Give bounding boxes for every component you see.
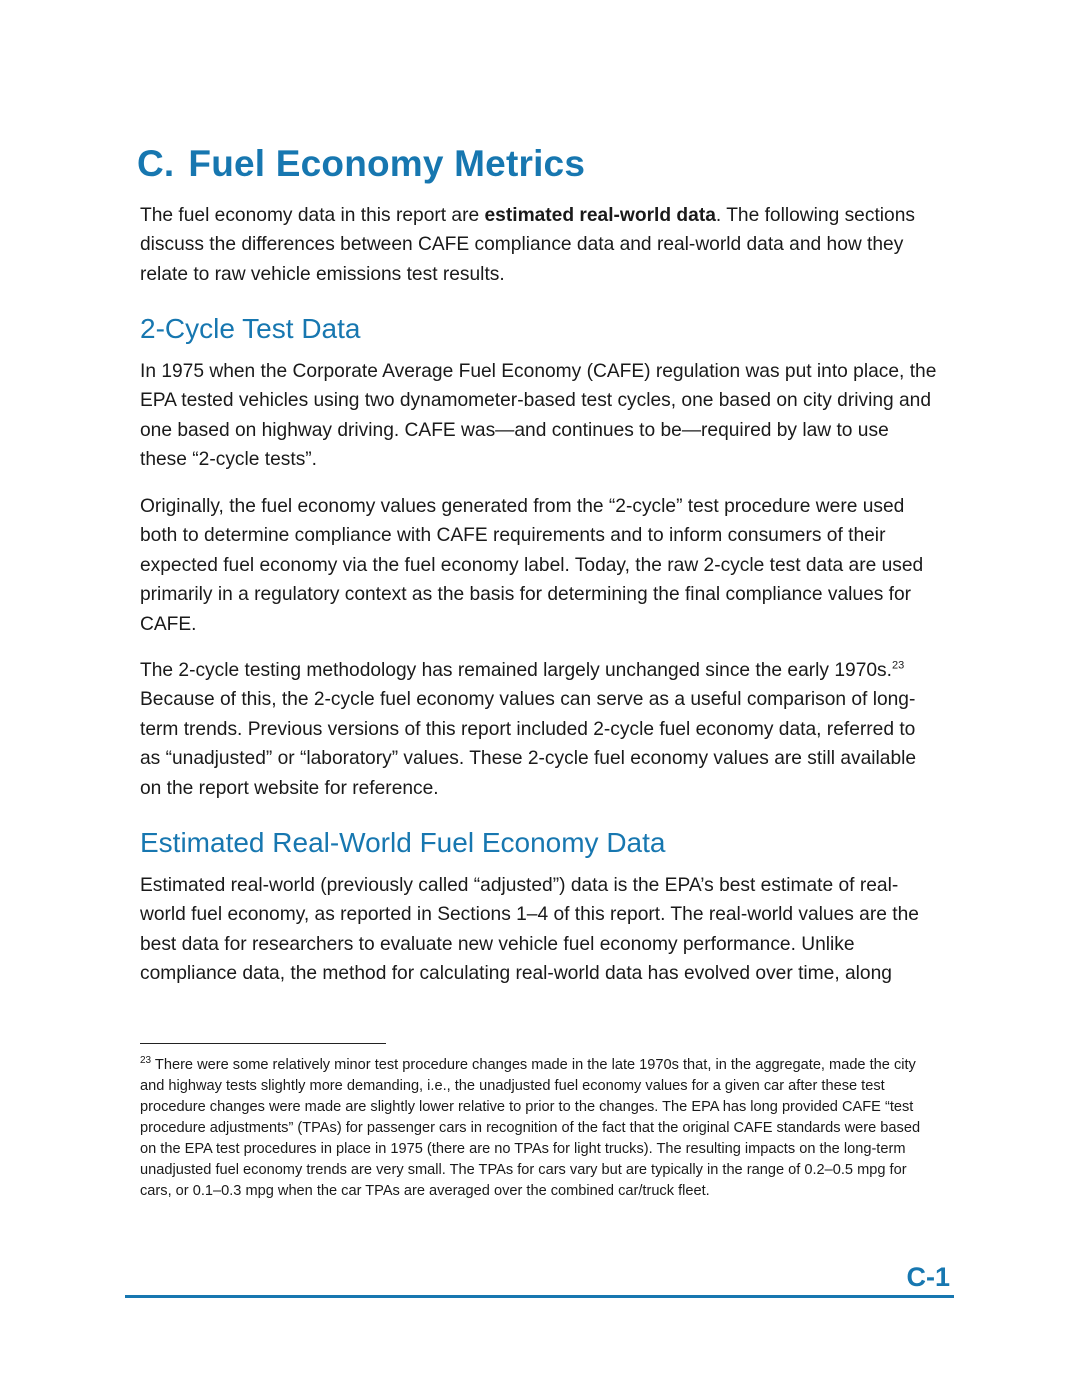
- footnote-divider: [140, 1043, 386, 1044]
- paragraph-2cycle-3: The 2-cycle testing methodology has remained largely unchanged since the early 1970s.$^{23}$ Because of this, the 2-cycle fuel economy values can serve as a useful comparison of long-term trends. Previous versions of this report included 2-cycle fuel economy data, referred to as “unadjusted” or “laboratory” values. These 2-cycle fuel economy values are still available on the report website for reference.: [140, 659, 917, 799]
- heading-2-cycle: 2-Cycle Test Data: [140, 313, 361, 344]
- emphasis-text: estimated real-world data: [484, 205, 716, 226]
- intro-paragraph: The fuel economy data in this report are estimated real-world data. The following sections discuss the differences between CAFE compliance data and real-world data and how they relate to raw vehicle emissions test results.: [140, 205, 915, 285]
- page-number: C-1: [906, 1262, 950, 1292]
- footnote-number: 23: [140, 1055, 152, 1067]
- footnote: [140, 1055, 940, 1202]
- footnote-reference[interactable]: 23: [891, 659, 905, 672]
- paragraph-real-world-1: Estimated real-world (previously called “adjusted”) data is the EPA’s best estimate of real-world fuel economy, as reported in Sections 1–4 of this report. The real-world values are the best data for researchers to evaluate new vehicle fuel economy performance. Unlike compliance data, the method for calculating real-world data has evolved over time, along: [140, 875, 919, 985]
- footer-rule: [125, 1295, 954, 1298]
- section-title: [137, 143, 585, 185]
- heading-real-world: Estimated Real-World Fuel Economy Data: [140, 827, 666, 858]
- footnote-text: There were some relatively minor test procedure changes made in the late 1970s that, in the aggregate, made the city and highway tests slightly more demanding, i.e., the unadjusted fuel economy values for a given car after these test procedure changes were made are slightly lower relative to prior to the changes. The EPA has long provided CAFE “test procedure adjustments” (TPAs) for passenger cars in recognition of the fact that the original CAFE standards were based on the EPA test procedures in place in 1975 (there are no TPAs for light trucks). The resulting impacts on the long-term unadjusted fuel economy trends are very small. The TPAs for cars vary but are typically in the range of 0.2–0.5 mpg for cars, or 0.1–0.3 mpg when the car TPAs are averaged over the combined car/truck fleet.: [140, 1057, 921, 1199]
- section-number: C.: [137, 143, 175, 184]
- section-title-text: Fuel Economy Metrics: [188, 143, 586, 184]
- paragraph-2cycle-2: Originally, the fuel economy values generated from the “2-cycle” test procedure were used both to determine compliance with CAFE requirements and to inform consumers of their expected fuel economy via the fuel economy label. Today, the raw 2-cycle test data are used primarily in a regulatory context as the basis for determining the final compliance values for CAFE.: [140, 496, 924, 635]
- paragraph-2cycle-1: In 1975 when the Corporate Average Fuel Economy (CAFE) regulation was put into place, the EPA tested vehicles using two dynamometer-based test cycles, one based on city driving and one based on highway driving. CAFE was—and continues to be—required by law to use these “2-cycle tests”.: [140, 361, 937, 471]
